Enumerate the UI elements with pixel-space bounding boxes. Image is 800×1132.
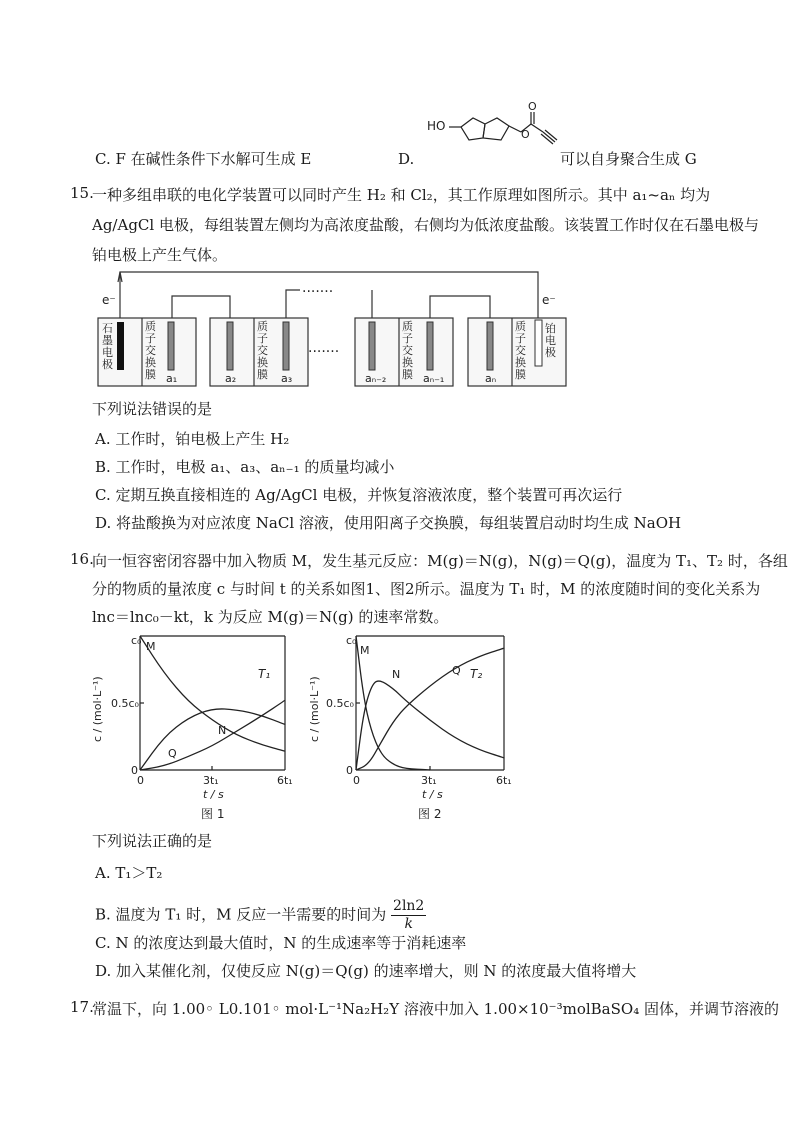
svg-text:膜: 膜 [257, 368, 268, 381]
electrode-a2 [227, 322, 233, 370]
middle-dots: ······· [308, 344, 340, 360]
svg-text:交: 交 [257, 344, 268, 357]
q17-stem-line1: 常温下，向 1.00◦ L0.101◦ mol·L⁻¹Na₂H₂Y 溶液中加入 1.00×10⁻³molBaSO₄ 固体，并调节溶液的 [92, 1000, 779, 1018]
fraction-numerator: 2ln2 [393, 898, 425, 914]
svg-text:换: 换 [257, 356, 268, 369]
top-dots: ······· [302, 284, 334, 300]
svg-text:子: 子 [257, 332, 268, 345]
q16-option-d: D. 加入某催化剂，仅使反应 N(g)＝Q(g) 的速率增大，则 N 的浓度最大值将增大 [95, 962, 637, 980]
electron-left-label: e⁻ [102, 293, 116, 307]
electrode-an-2 [369, 322, 375, 370]
fig2-x-end: 6t₁ [496, 774, 512, 787]
platinum-electrode [535, 320, 542, 366]
svg-text:质: 质 [257, 320, 268, 333]
svg-text:aₙ₋₁: aₙ₋₁ [423, 372, 445, 385]
electrode-an [487, 322, 493, 370]
q16-stem-line2: 分的物质的量浓度 c 与时间 t 的关系如图1、图2所示。温度为 T₁ 时，M 的浓度随时间的变化关系为 [92, 580, 761, 598]
svg-text:电: 电 [102, 346, 113, 359]
q14-option-d-label: D. [398, 150, 415, 168]
fig2-label-n: N [392, 668, 401, 681]
q16-number: 16. [70, 550, 94, 568]
molecule-ho-label: HO [427, 119, 446, 133]
q16-stem-line1: 向一恒容密闭容器中加入物质 M，发生基元反应：M(g)＝N(g)，N(g)＝Q(g)，温度为 T₁、T₂ 时，各组 [92, 552, 788, 570]
q15-option-d: D. 将盐酸换为对应浓度 NaCl 溶液，使用阳离子交换膜，每组装置启动时均生成 NaOH [95, 514, 682, 532]
q15-option-b: B. 工作时，电极 a₁、a₃、aₙ₋₁ 的质量均减小 [95, 458, 395, 476]
fig1-x-label: t / s [203, 788, 224, 801]
q14-option-d-text: 可以自身聚合生成 G [560, 150, 697, 168]
fig2-x-mid: 3t₁ [421, 774, 437, 787]
fig1-y-mid: 0.5c₀ [111, 697, 139, 710]
fig1-y-zero: 0 [131, 764, 138, 777]
svg-text:子: 子 [515, 332, 526, 345]
svg-text:膜: 膜 [402, 368, 413, 381]
fig1-temperature: T₁ [258, 667, 271, 681]
fig2-y-top: c₀ [346, 634, 357, 647]
svg-text:铂: 铂 [545, 322, 556, 335]
fig2-y-label: c / (mol·L⁻¹) [308, 676, 321, 742]
q15-stem-line2: Ag/AgCl 电极，每组装置左侧均为高浓度盐酸，右侧均为低浓度盐酸。该装置工作时仅在石墨电极与 [92, 216, 759, 234]
svg-text:子: 子 [145, 332, 156, 345]
fig1-series-q [140, 700, 285, 770]
q15-option-a: A. 工作时，铂电极上产生 H₂ [95, 430, 290, 448]
fig1-series-m [140, 636, 285, 751]
fig1-y-label: c / (mol·L⁻¹) [91, 676, 104, 742]
fig2-y-mid: 0.5c₀ [326, 697, 354, 710]
q17-number: 17. [70, 998, 94, 1016]
svg-text:a₁: a₁ [166, 372, 178, 385]
fig2-temperature: T₂ [470, 667, 483, 681]
svg-text:膜: 膜 [145, 368, 156, 381]
svg-text:极: 极 [545, 346, 556, 359]
fig1-y-top: c₀ [131, 634, 142, 647]
svg-text:石: 石 [102, 322, 113, 335]
fig1-label-q: Q [168, 747, 177, 760]
svg-text:质: 质 [402, 320, 413, 333]
fig2-series-n [356, 681, 504, 770]
svg-text:质: 质 [515, 320, 526, 333]
fig1-x-zero: 0 [137, 774, 144, 787]
q15-stem-line3: 铂电极上产生气体。 [92, 246, 228, 264]
q15-prompt: 下列说法错误的是 [92, 400, 213, 418]
svg-text:膜: 膜 [515, 368, 526, 381]
svg-text:O: O [528, 100, 537, 113]
svg-text:aₙ₋₂: aₙ₋₂ [365, 372, 387, 385]
svg-text:换: 换 [402, 356, 413, 369]
svg-text:交: 交 [515, 344, 526, 357]
svg-text:墨: 墨 [102, 334, 113, 347]
electrode-a1 [168, 322, 174, 370]
q16-prompt: 下列说法正确的是 [92, 832, 213, 850]
fig2-label-q: Q [452, 664, 461, 677]
q16-option-c: C. N 的浓度达到最大值时，N 的生成速率等于消耗速率 [95, 934, 467, 952]
fig1-x-end: 6t₁ [277, 774, 293, 787]
svg-text:电: 电 [545, 334, 556, 347]
q16-option-b [95, 898, 426, 933]
q14-option-c: C. F 在碱性条件下水解可生成 E [95, 150, 312, 168]
svg-text:换: 换 [145, 356, 156, 369]
q16-stem-line3: lnc＝lnc₀－kt，k 为反应 M(g)＝N(g) 的速率常数。 [92, 608, 449, 626]
svg-text:子: 子 [402, 332, 413, 345]
electron-right-label: e⁻ [542, 293, 556, 307]
figure-2-chart [308, 632, 528, 822]
electrochem-diagram [90, 270, 570, 390]
fig1-series-n [140, 709, 285, 770]
fig2-caption: 图 2 [418, 807, 442, 821]
fig2-x-label: t / s [422, 788, 443, 801]
q15-stem-line1: 一种多组串联的电化学装置可以同时产生 H₂ 和 Cl₂，其工作原理如图所示。其中 a₁~aₙ 均为 [92, 186, 711, 204]
fig1-caption: 图 1 [201, 807, 225, 821]
graphite-electrode [117, 322, 124, 370]
q16-option-b-fraction [391, 898, 426, 933]
svg-text:O: O [521, 128, 530, 141]
svg-text:换: 换 [515, 356, 526, 369]
svg-text:a₃: a₃ [281, 372, 293, 385]
figure-1-chart [91, 632, 305, 822]
fig1-x-mid: 3t₁ [203, 774, 219, 787]
fig2-x-zero: 0 [353, 774, 360, 787]
electrode-an-1 [427, 322, 433, 370]
electrode-a3 [283, 322, 289, 370]
svg-text:交: 交 [145, 344, 156, 357]
q15-option-c: C. 定期互换直接相连的 Ag/AgCl 电极，并恢复溶液浓度，整个装置可再次运行 [95, 486, 623, 504]
fraction-denominator: k [404, 916, 413, 932]
svg-text:质: 质 [145, 320, 156, 333]
svg-text:交: 交 [402, 344, 413, 357]
fig2-label-m: M [360, 644, 370, 657]
fig1-label-n: N [218, 724, 227, 737]
fig2-y-zero: 0 [346, 764, 353, 777]
svg-text:极: 极 [102, 358, 113, 371]
svg-text:a₂: a₂ [225, 372, 237, 385]
q16-option-b-text: B. 温度为 T₁ 时，M 反应一半需要的时间为 [95, 905, 387, 924]
q16-option-a: A. T₁＞T₂ [95, 864, 163, 882]
q15-number: 15. [70, 184, 94, 202]
fig1-label-m: M [146, 640, 156, 653]
svg-text:aₙ: aₙ [485, 372, 497, 385]
